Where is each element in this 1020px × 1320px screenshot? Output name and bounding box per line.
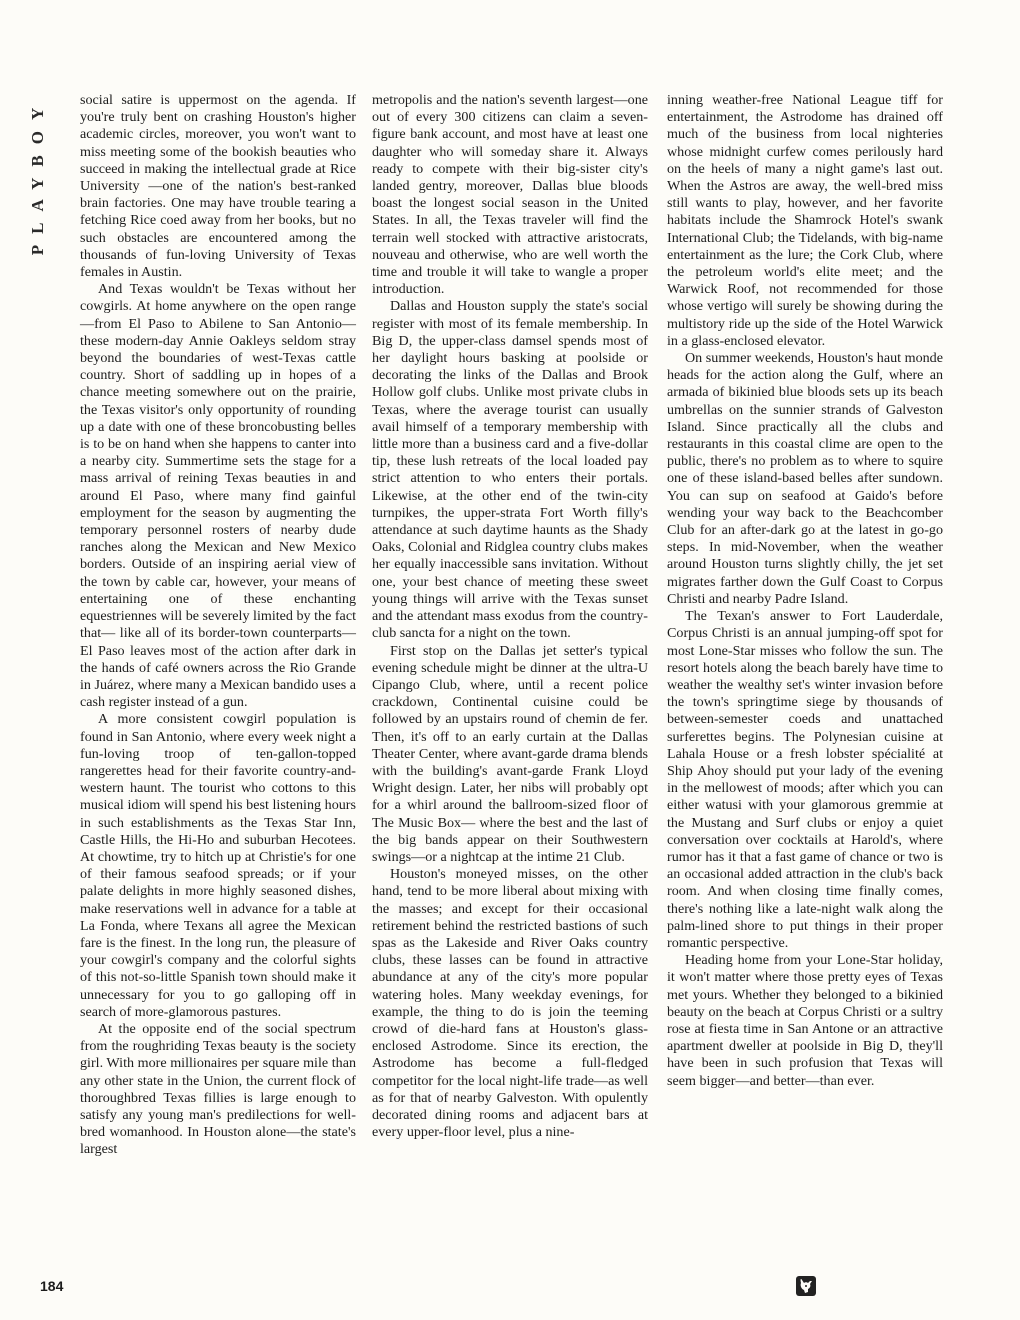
rabbit-head-icon [796,1276,816,1296]
paragraph: metropolis and the nation's seventh largest—one out of every 300 citizens can claim a seven-figure bank account, and most have at least one daughter who will someday share it. Always ready to compete with their big-sister city's landed gentry, moreover, Dallas blue bloods boast the longest social season in the United States. In all, the Texas traveler will find the terrain well stocked with attractive aristocrats, nouveau and otherwise, who are well worth the time and trouble it will take to wangle a proper introduction. [372,92,648,298]
article-column-1 [80,92,356,1159]
paragraph: A more consistent cowgirl population is found in San Antonio, where every week night a fun-loving troop of ten-gallon-topped rangerettes head for their favorite country-and-western haunt. The tourist who cottons to this musical idiom will spend his best listening hours in such establishments as the Texas Star Inn, Castle Hills, the Hi-Ho and suburban Hecotees. At chowtime, try to hitch up at Christie's for one of their famous seafood spreads; or if your palate delights in more highly seasoned dishes, make reservations well in advance for a table at La Fonda, where Texans all agree the Mexican fare is the finest. In the long run, the pleasure of your cowgirl's company and the colorful sights of this not-so-little Spanish town should make it unnecessary for you to go galloping off in search of more-glamorous pastures. [80,711,356,1020]
paragraph: inning weather-free National League tiff for entertainment, the Astrodome has drained off much of the business from local nighteries whose midnight curfew comes perilously hard on the heels of many a night game's last out. When the Astros are away, the well-bred miss still wants to play, however, and her favorite habitats include the Shamrock Hotel's swank International Club; the Tidelands, with big-name entertainment as the lure; the Cork Club, where the petroleum world's elite meet; and the Warwick Roof, not recommended for those whose vertigo will surely be showing during the multistory ride up the side of the Hotel Warwick in a glass-enclosed elevator. [667,92,943,349]
article-column-2 [372,92,648,1141]
paragraph: Dallas and Houston supply the state's social register with most of its female membership. In Big D, the upper-class damsel spends most of her daylight hours basking at poolside or decorating the links of the Dallas and Brook Hollow golf clubs. Unlike most private clubs in Texas, where the average tourist can usually avail himself of a temporary membership with little more than a business card and a five-dollar tip, these lush retreats of the local loaded pay strict attention to who enters their portals. Likewise, at the other end of the twin-city turnpikes, the upper-strata Fort Worth filly's attendance at such daytime haunts as the Shady Oaks, Colonial and Ridglea country clubs makes her equally inaccessible sans invitation. Without one, your best chance of meeting these sweet young things will arrive with the Texas sunset and the attendant mass exodus from the country-club sancta for a night on the town. [372,298,648,642]
paragraph: social satire is uppermost on the agenda. If you're truly bent on crashing Houston's higher academic circles, moreover, you won't want to miss meeting some of the bookish beauties who succeed in making the intellectual grade at Rice University —one of the nation's best-ranked brain factories. One may have trouble tearing a fetching Rice coed away from her books, but no such obstacles are encountered among the thousands of fun-loving University of Texas females in Austin. [80,92,356,281]
article-column-3 [667,92,943,1090]
paragraph: The Texan's answer to Fort Lauderdale, Corpus Christi is an annual jumping-off spot for most Lone-Star misses who follow the sun. The resort hotels along the beach barely have time to weather the wealthy set's winter invasion before the town's springtime siege by thousands of between-semester coeds and unattached surferettes begins. The Polynesian cuisine at Lahala House or a fresh lobster spécialité at Ship Ahoy should put your lady of the evening in the mellowest of moods; after which you can either watusi with your glamorous gremmie at the Mustang and Surf clubs or enjoy a quiet conversation over cocktails at Harold's, where rumor has it that a fast game of chance or two is an occasional added attraction in the club's back room. And when closing time finally comes, there's nothing like a late-night walk along the palm-lined shore to put things in their proper romantic perspective. [667,608,943,951]
magazine-name: PLAYBOY [28,96,47,256]
paragraph: And Texas wouldn't be Texas without her cowgirls. At home anywhere on the open range—from El Paso to Abilene to San Antonio—these modern-day Annie Oakleys seldom stray beyond the boundaries of west-Texas cattle country. Short of saddling up in hopes of a chance meeting somewhere out on the prairie, the Texas visitor's only opportunity of rounding up a date with one of these broncobusting belles is to be on hand when she happens to canter into a nearby city. Summertime sets the stage for a mass arrival of reining Texas beauties in and around El Paso, where many find gainful employment for the season by augmenting the temporary personnel rosters of nearby dude ranches along the Mexican and New Mexico borders. Outside of an inspiring aerial view of the town by cable car, however, your means of entertaining one of these enchanting equestriennes will be severely limited by the fact that— like all of its border-town counterparts— El Paso leaves most of the action after dark in the hands of café owners across the Rio Grande in Juárez, where many a Mexican bandido uses a cash register instead of a gun. [80,281,356,711]
paragraph: At the opposite end of the social spectrum from the roughriding Texas beauty is the society girl. With more millionaires per square mile than any other state in the Union, the current flock of thoroughbred Texas fillies is large enough to satisfy any young man's predilections for well-bred womanhood. In Houston alone—the state's largest [80,1020,356,1158]
magazine-running-head [28,96,50,256]
page-number: 184 [40,1278,64,1294]
paragraph: Houston's moneyed misses, on the other hand, tend to be more liberal about mixing with the masses; and except for their occasional retirement behind the restricted bastions of such spas as the Lakeside and River Oaks country clubs, these lasses can be found in attractive abundance at any of the city's more popular watering holes. Many weekday evenings, for example, the thing to do is join the teeming crowd of die-hard fans at Houston's glass-enclosed Astrodome. Since its erection, the Astrodome has become a full-fledged competitor for the local night-life trade—as well as for that of nearby Galveston. With opulently decorated dining rooms and adjacent bars at every upper-floor level, plus a nine- [372,866,648,1141]
paragraph: First stop on the Dallas jet setter's typical evening schedule might be dinner at the ultra-U Cipango Club, where, until a recent police crackdown, Continental cuisine could be followed by an upstairs round of chemin de fer. Then, it's off to an early curtain at the Dallas Theater Center, where avant-garde drama blends with the building's avant-garde Frank Lloyd Wright design. Later, her nibs will probably opt for a whirl around the ballroom-sized floor of The Music Box— where the best and the last of the big bands appear on their Southwestern swings—or a nightcap at the intime 21 Club. [372,642,648,865]
paragraph: On summer weekends, Houston's haut monde heads for the action along the Gulf, where an armada of bikinied blue bloods sets up its beach umbrellas on the sunnier strands of Galveston Island. Since practically all the clubs and restaurants in this coastal clime are open to the public, there's no problem as to where to squire one of these island-based belles after sundown. You can sup on seafood at Gaido's before wending your way back to the Beachcomber Club for an after-dark go at the latest in go-go steps. In mid-November, when the weather around Houston turns slightly chilly, the jet set migrates farther down the Gulf Coast to Corpus Christi and nearby Padre Island. [667,350,943,607]
paragraph: Heading home from your Lone-Star holiday, it won't matter where those pretty eyes of Texas met yours. Whether they belonged to a bikinied beauty on the beach at Corpus Christi or a sultry rose at fiesta time in San Antone or an attractive apartment dweller at poolside in Big D, they'll have been in such profusion that Texas will seem bigger—and better—than ever. [667,952,943,1089]
